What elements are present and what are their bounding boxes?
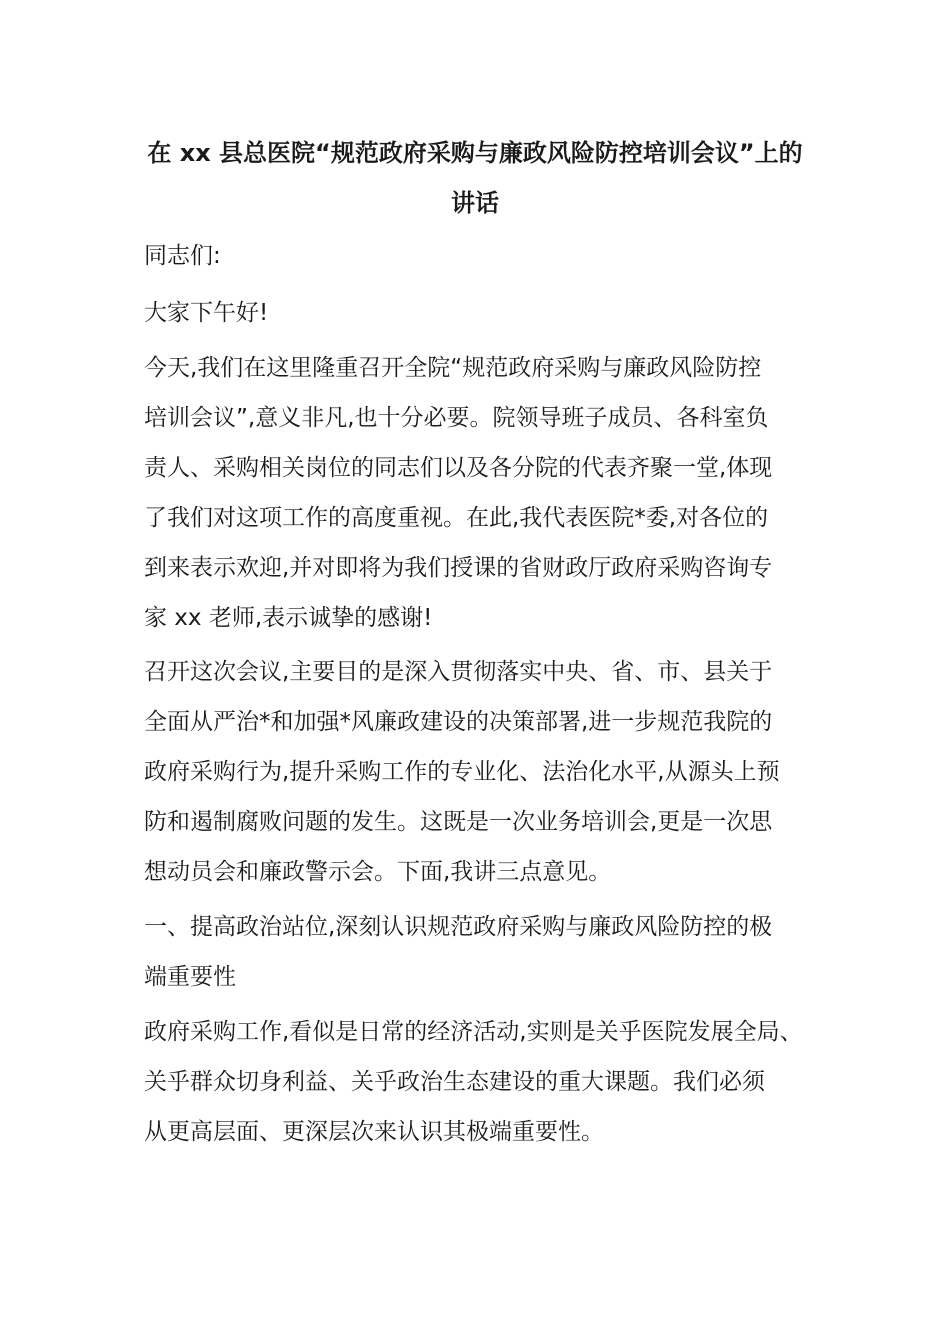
- paragraph-line: 家 xx 老师,表示诚挚的感谢!: [144, 605, 433, 631]
- title-line-2: 讲话: [451, 189, 499, 217]
- paragraph-line: 了我们对这项工作的高度重视。在此,我代表医院*委,对各位的: [144, 505, 769, 531]
- salutation: 同志们:: [144, 243, 221, 269]
- paragraph-line: 防和遏制腐败问题的发生。这既是一次业务培训会,更是一次思: [144, 809, 773, 835]
- paragraph-line: 政府采购行为,提升采购工作的专业化、法治化水平,从源头上预: [144, 759, 780, 785]
- paragraph-line: 召开这次会议,主要目的是深入贯彻落实中央、省、市、县关于: [144, 659, 773, 685]
- paragraph-line: 到来表示欢迎,并对即将为我们授课的省财政厅政府采购咨询专: [144, 555, 773, 581]
- greeting: 大家下午好!: [144, 300, 269, 326]
- section-heading-line: 端重要性: [144, 964, 236, 990]
- paragraph-line: 关乎群众切身利益、关乎政治生态建设的重大课题。我们必须: [144, 1069, 765, 1095]
- paragraph-line: 从更高层面、更深层次来认识其极端重要性。: [144, 1119, 604, 1145]
- title-line-1: 在 xx 县总医院“规范政府采购与廉政风险防控培训会议”上的: [147, 139, 803, 167]
- paragraph-line: 全面从严治*和加强*风廉政建设的决策部署,进一步规范我院的: [144, 709, 773, 735]
- paragraph-line: 今天,我们在这里隆重召开全院“规范政府采购与廉政风险防控: [144, 355, 762, 381]
- paragraph-line: 想动员会和廉政警示会。下面,我讲三点意见。: [144, 859, 612, 885]
- paragraph-line: 培训会议”,意义非凡,也十分必要。院领导班子成员、各科室负: [144, 405, 769, 431]
- paragraph-line: 政府采购工作,看似是日常的经济活动,实则是关乎医院发展全局、: [144, 1019, 803, 1045]
- section-heading-line: 一、提高政治站位,深刻认识规范政府采购与廉政风险防控的极: [144, 914, 773, 940]
- document-title: [120, 128, 830, 228]
- paragraph-line: 责人、采购相关岗位的同志们以及各分院的代表齐聚一堂,体现: [144, 455, 773, 481]
